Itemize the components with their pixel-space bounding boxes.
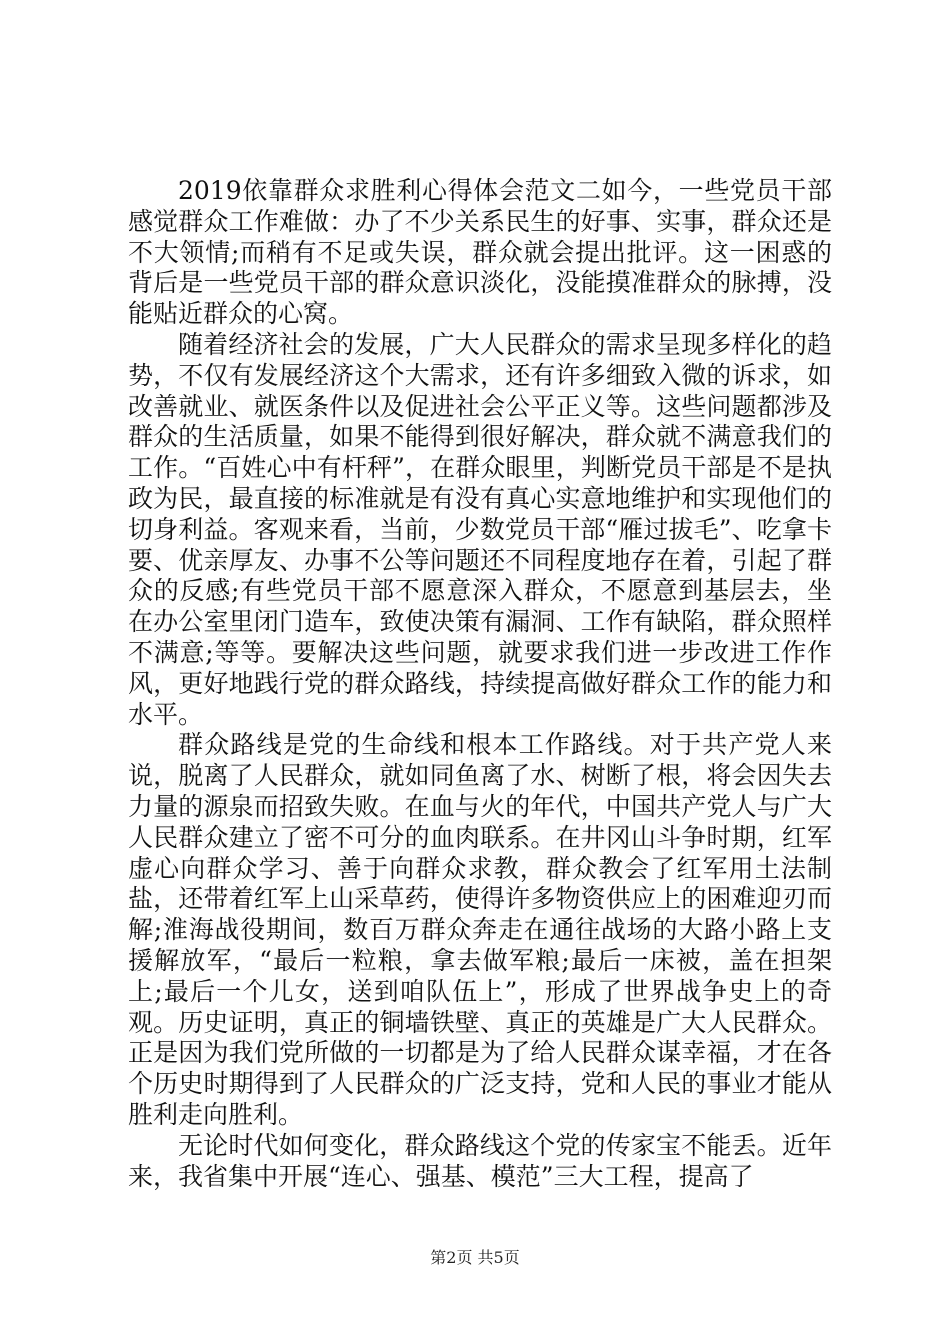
page-footer xyxy=(0,1245,950,1268)
page-number-label: 第2页 共5页 xyxy=(430,1248,520,1267)
paragraph-1: 2019依靠群众求胜利心得体会范文二如今，一些党员干部感觉群众工作难做：办了不少关系民生的好事、实事，群众还是不大领情;而稍有不足或失误，群众就会提出批评。这一困惑的背后是一些党员干部的群众意识淡化，没能摸准群众的脉搏，没能贴近群众的心窝。 xyxy=(128,176,832,329)
document-body xyxy=(128,176,832,1192)
paragraph-3: 群众路线是党的生命线和根本工作路线。对于共产党人来说，脱离了人民群众，就如同鱼离了水、树断了根，将会因失去力量的源泉而招致失败。在血与火的年代，中国共产党人与广大人民群众建立了密不可分的血肉联系。在井冈山斗争时期，红军虚心向群众学习、善于向群众求教，群众教会了红军用土法制盐，还带着红军上山采草药，使得许多物资供应上的困难迎刃而解;淮海战役期间，数百万群众奔走在通往战场的大路小路上支援解放军，“最后一粒粮，拿去做军粮;最后一床被，盖在担架上;最后一个儿女，送到咱队伍上”，形成了世界战争史上的奇观。历史证明，真正的铜墙铁壁、真正的英雄是广大人民群众。正是因为我们党所做的一切都是为了给人民群众谋幸福，才在各个历史时期得到了人民群众的广泛支持，党和人民的事业才能从胜利走向胜利。 xyxy=(128,730,832,1129)
paragraph-4: 无论时代如何变化，群众路线这个党的传家宝不能丢。近年来，我省集中开展“连心、强基、模范”三大工程，提高了 xyxy=(128,1130,832,1191)
paragraph-2: 随着经济社会的发展，广大人民群众的需求呈现多样化的趋势，不仅有发展经济这个大需求，还有许多细致入微的诉求，如改善就业、就医条件以及促进社会公平正义等。这些问题都涉及群众的生活质量，如果不能得到很好解决，群众就不满意我们的工作。“百姓心中有杆秤”，在群众眼里，判断党员干部是不是执政为民，最直接的标准就是有没有真心实意地维护和实现他们的切身利益。客观来看，当前，少数党员干部“雁过拔毛”、吃拿卡要、优亲厚友、办事不公等问题还不同程度地存在着，引起了群众的反感;有些党员干部不愿意深入群众，不愿意到基层去，坐在办公室里闭门造车，致使决策有漏洞、工作有缺陷，群众照样不满意;等等。要解决这些问题，就要求我们进一步改进工作作风，更好地践行党的群众路线，持续提高做好群众工作的能力和水平。 xyxy=(128,329,832,729)
